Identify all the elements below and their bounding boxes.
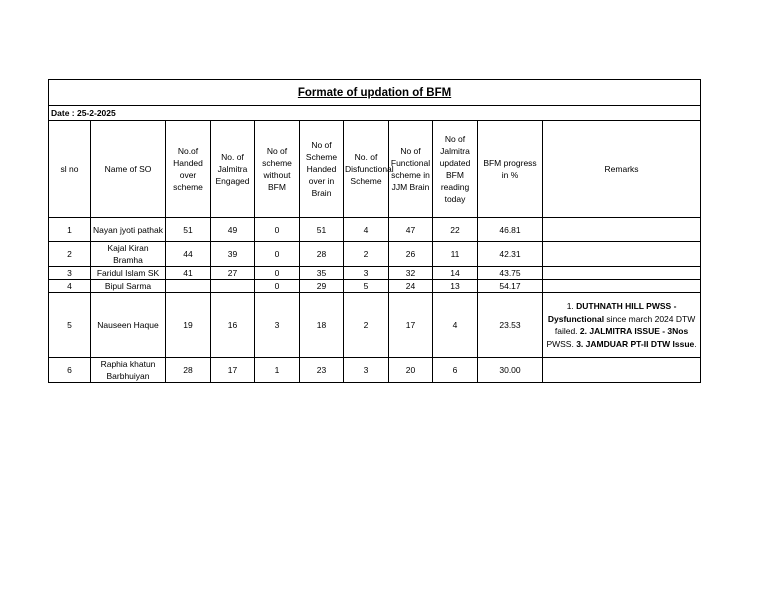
progress-cell: 54.17 — [478, 280, 543, 293]
functional-cell: 26 — [389, 242, 433, 267]
name-cell: Raphia khatun Barbhuiyan — [91, 358, 166, 383]
bfm-table — [48, 79, 701, 383]
disfunctional-cell: 3 — [344, 267, 389, 280]
header-cell: No.of Handed over scheme — [166, 121, 211, 218]
updated-cell: 11 — [433, 242, 478, 267]
disfunctional-cell: 4 — [344, 218, 389, 242]
disfunctional-cell: 2 — [344, 293, 389, 358]
table-row — [49, 242, 701, 267]
date-label: Date : 25-2-2025 — [49, 106, 701, 121]
remarks-cell — [543, 358, 701, 383]
header-cell: BFM progress in % — [478, 121, 543, 218]
disfunctional-cell: 2 — [344, 242, 389, 267]
bfm-sheet — [48, 79, 700, 383]
sl-cell: 6 — [49, 358, 91, 383]
brain-cell: 29 — [300, 280, 344, 293]
handed-cell: 41 — [166, 267, 211, 280]
updated-cell: 13 — [433, 280, 478, 293]
header-cell: No. of Jalmitra Engaged — [211, 121, 255, 218]
name-cell: Kajal Kiran Bramha — [91, 242, 166, 267]
progress-cell: 46.81 — [478, 218, 543, 242]
name-cell: Nauseen Haque — [91, 293, 166, 358]
jalmitra-cell: 17 — [211, 358, 255, 383]
table-row — [49, 218, 701, 242]
handed-cell: 44 — [166, 242, 211, 267]
brain-cell: 28 — [300, 242, 344, 267]
remarks-cell — [543, 267, 701, 280]
jalmitra-cell: 49 — [211, 218, 255, 242]
table-row — [49, 358, 701, 383]
remark-bold: 3. JAMDUAR PT-II DTW Issue — [576, 338, 695, 349]
table-row — [49, 293, 701, 358]
brain-cell: 51 — [300, 218, 344, 242]
progress-cell: 30.00 — [478, 358, 543, 383]
remark-text: 1. — [566, 301, 577, 311]
sheet-title: Formate of updation of BFM — [49, 80, 701, 106]
handed-cell: 19 — [166, 293, 211, 358]
functional-cell: 17 — [389, 293, 433, 358]
jalmitra-cell: 27 — [211, 267, 255, 280]
sl-cell: 4 — [49, 280, 91, 293]
without-bfm-cell: 0 — [255, 218, 300, 242]
brain-cell: 23 — [300, 358, 344, 383]
handed-cell: 51 — [166, 218, 211, 242]
sl-cell: 2 — [49, 242, 91, 267]
remarks-cell — [543, 218, 701, 242]
name-cell: Bipul Sarma — [91, 280, 166, 293]
updated-cell: 6 — [433, 358, 478, 383]
brain-cell: 35 — [300, 267, 344, 280]
header-cell: No of scheme without BFM — [255, 121, 300, 218]
remark-bold: 2. JALMITRA ISSUE - 3Nos — [579, 326, 689, 336]
table-row — [49, 280, 701, 293]
without-bfm-cell: 3 — [255, 293, 300, 358]
header-row — [49, 121, 701, 218]
progress-cell: 43.75 — [478, 267, 543, 280]
functional-cell: 24 — [389, 280, 433, 293]
name-cell: Nayan jyoti pathak — [91, 218, 166, 242]
updated-cell: 22 — [433, 218, 478, 242]
without-bfm-cell: 1 — [255, 358, 300, 383]
without-bfm-cell: 0 — [255, 267, 300, 280]
jalmitra-cell — [211, 280, 255, 293]
handed-cell — [166, 280, 211, 293]
jalmitra-cell: 39 — [211, 242, 255, 267]
jalmitra-cell: 16 — [211, 293, 255, 358]
without-bfm-cell: 0 — [255, 242, 300, 267]
table-row — [49, 267, 701, 280]
remarks-cell — [543, 242, 701, 267]
functional-cell: 32 — [389, 267, 433, 280]
disfunctional-cell: 5 — [344, 280, 389, 293]
remark-bold: DUTHNATH HILL PWSS - Dysfunctional — [547, 301, 677, 324]
remarks-cell — [543, 280, 701, 293]
header-cell: Remarks — [543, 121, 701, 218]
remarks-cell — [543, 293, 701, 358]
header-cell: No. of Disfunctional Scheme — [344, 121, 389, 218]
sl-cell: 1 — [49, 218, 91, 242]
header-cell: No of Scheme Handed over in Brain — [300, 121, 344, 218]
functional-cell: 20 — [389, 358, 433, 383]
sl-cell: 5 — [49, 293, 91, 358]
updated-cell: 4 — [433, 293, 478, 358]
header-cell: Name of SO — [91, 121, 166, 218]
header-cell: No of Jalmitra updated BFM reading today — [433, 121, 478, 218]
without-bfm-cell: 0 — [255, 280, 300, 293]
handed-cell: 28 — [166, 358, 211, 383]
remark-text: PWSS. — [546, 338, 577, 349]
name-cell: Faridul Islam SK — [91, 267, 166, 280]
functional-cell: 47 — [389, 218, 433, 242]
disfunctional-cell: 3 — [344, 358, 389, 383]
sl-cell: 3 — [49, 267, 91, 280]
remark-text: . — [694, 338, 697, 349]
progress-cell: 42.31 — [478, 242, 543, 267]
brain-cell: 18 — [300, 293, 344, 358]
header-cell: No of Functional scheme in JJM Brain — [389, 121, 433, 218]
remark-text: since march 2024 DTW failed. — [554, 313, 696, 336]
header-cell: sl no — [49, 121, 91, 218]
progress-cell: 23.53 — [478, 293, 543, 358]
updated-cell: 14 — [433, 267, 478, 280]
